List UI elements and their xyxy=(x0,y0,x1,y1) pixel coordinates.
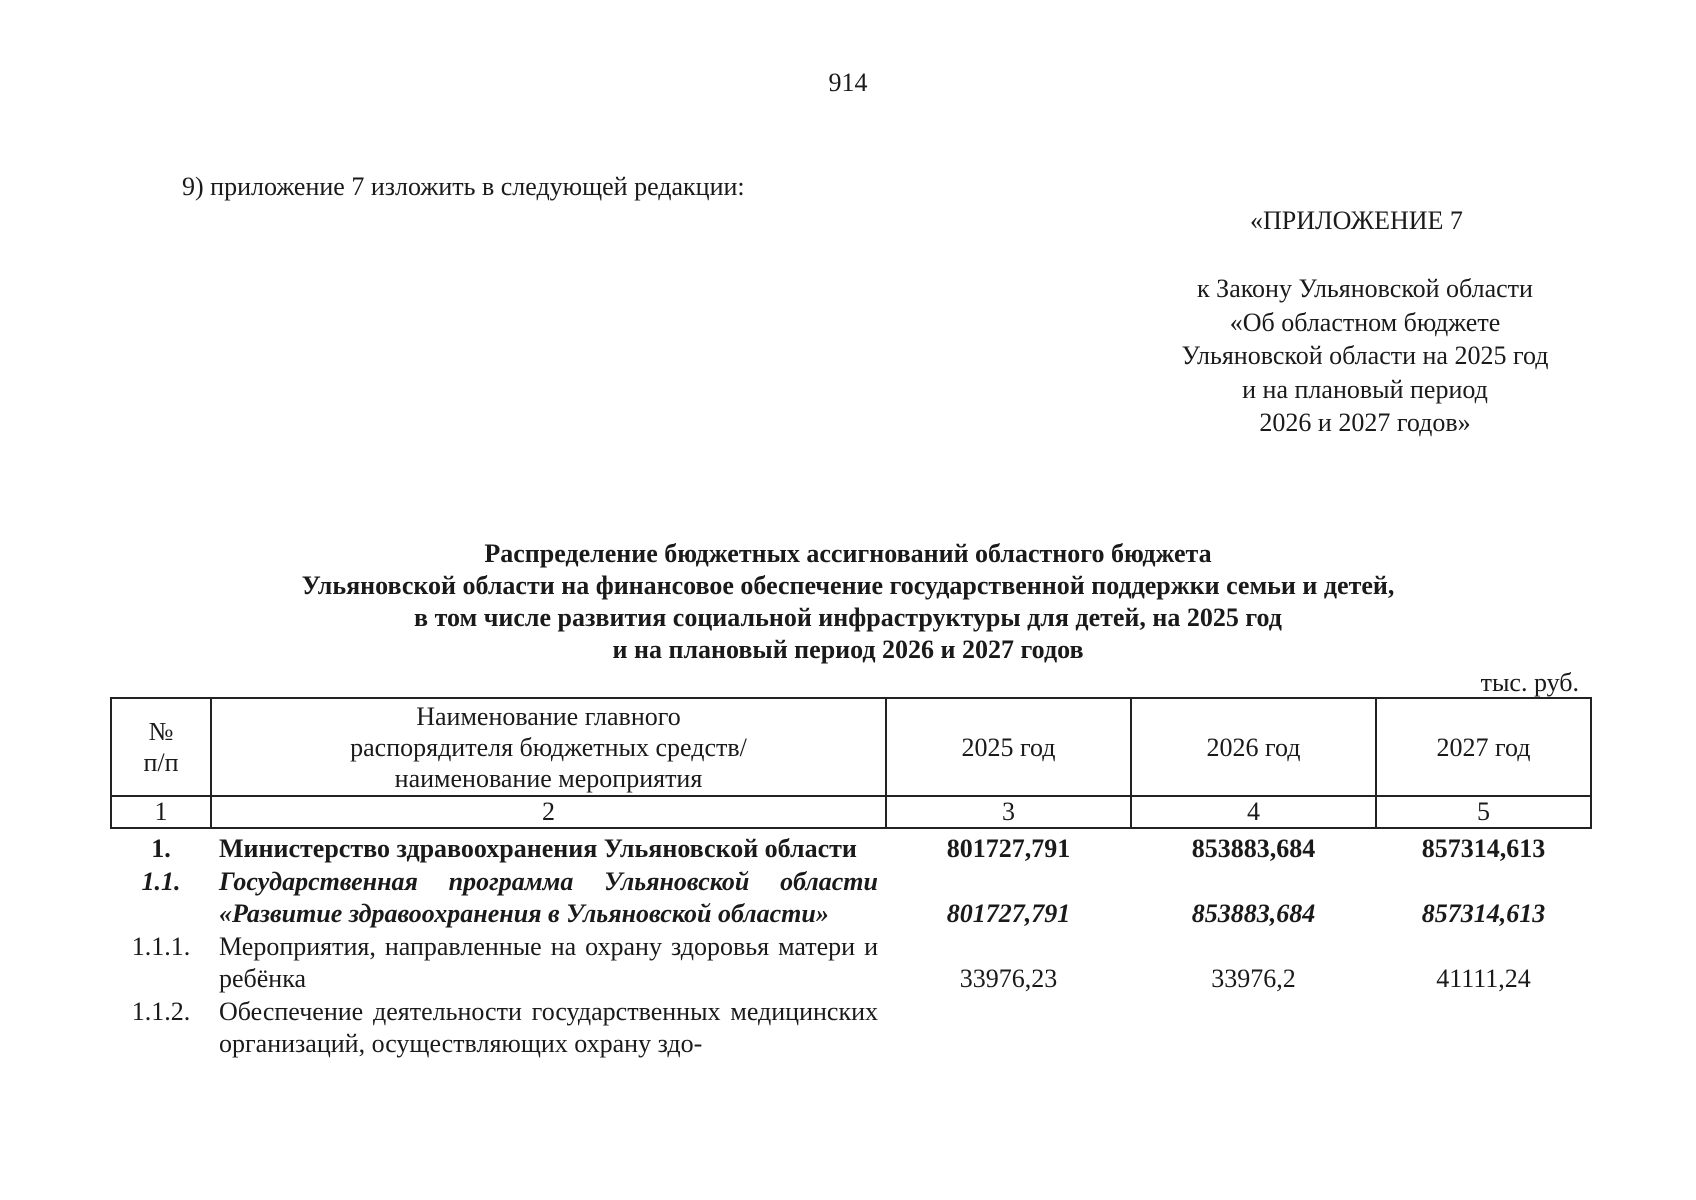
title-line: Ульяновской области на финансовое обеспечение государственной поддержки семьи и детей, xyxy=(301,571,1395,600)
table-row xyxy=(111,996,1591,1061)
table-row xyxy=(111,931,1591,996)
header-name: Наименование главного распорядителя бюджетных средств/ наименование мероприятия xyxy=(211,698,886,796)
annex-subtitle-line: к Закону Ульяновской области xyxy=(1197,274,1533,303)
table-row xyxy=(111,866,1591,931)
annex-subtitle-line: Ульяновской области на 2025 год xyxy=(1181,341,1549,370)
column-number-row xyxy=(111,796,1591,828)
header-num: № п/п xyxy=(111,698,211,796)
column-number: 3 xyxy=(886,796,1131,828)
row-name: Мероприятия, направленные на охрану здоровья матери и ребёнка xyxy=(219,931,878,993)
value-2025: 801727,791 xyxy=(946,899,1071,928)
value-2027 xyxy=(1376,996,1591,1061)
column-number: 2 xyxy=(211,796,886,828)
annex-title: «ПРИЛОЖЕНИЕ 7 xyxy=(1250,206,1463,235)
value-2026: 853883,684 xyxy=(1191,899,1316,928)
row-number: 1. xyxy=(151,834,171,863)
unit-label: тыс. руб. xyxy=(1480,668,1579,697)
row-name: Государственная программа Ульяновской области «Развитие здравоохранения в Ульяновской области» xyxy=(219,866,878,928)
annex-subtitle-line: «Об областном бюджете xyxy=(1229,307,1501,337)
value-2027: 41111,24 xyxy=(1436,964,1531,993)
document-title xyxy=(0,538,1696,666)
annex-subtitle xyxy=(1150,272,1580,440)
budget-table xyxy=(110,697,1592,1061)
column-number: 4 xyxy=(1131,796,1376,828)
title-line: и на плановый период 2026 и 2027 годов xyxy=(612,635,1084,664)
row-number: 1.1.1. xyxy=(131,931,191,961)
header-2025: 2025 год xyxy=(886,698,1131,796)
annex-subtitle-line: и на плановый период xyxy=(1242,374,1488,404)
header-row xyxy=(111,698,1591,796)
value-2025: 801727,791 xyxy=(946,834,1071,863)
row-number: 1.1.2. xyxy=(131,996,191,1026)
title-line: в том числе развития социальной инфраструктуры для детей, на 2025 год xyxy=(414,603,1282,632)
row-name: Обеспечение деятельности государственных медицинских организаций, осуществляющих охрану здо- xyxy=(219,996,878,1058)
intro-text: 9) приложение 7 изложить в следующей редакции: xyxy=(182,172,745,201)
row-number: 1.1. xyxy=(141,866,181,896)
row-name: Министерство здравоохранения Ульяновской области xyxy=(219,834,857,863)
value-2026: 853883,684 xyxy=(1191,834,1316,863)
value-2027: 857314,613 xyxy=(1421,834,1546,863)
column-number: 1 xyxy=(111,796,211,828)
header-2026: 2026 год xyxy=(1131,698,1376,796)
header-2027: 2027 год xyxy=(1376,698,1591,796)
value-2027: 857314,613 xyxy=(1421,899,1546,928)
annex-subtitle-line: 2026 и 2027 годов» xyxy=(1259,408,1471,437)
value-2025 xyxy=(886,996,1131,1061)
value-2026: 33976,2 xyxy=(1211,964,1296,993)
value-2026 xyxy=(1131,996,1376,1061)
title-line: Распределение бюджетных ассигнований областного бюджета xyxy=(484,539,1212,568)
page-number: 914 xyxy=(828,68,868,97)
column-number: 5 xyxy=(1376,796,1591,828)
value-2025: 33976,23 xyxy=(959,964,1058,993)
table-row xyxy=(111,828,1591,866)
